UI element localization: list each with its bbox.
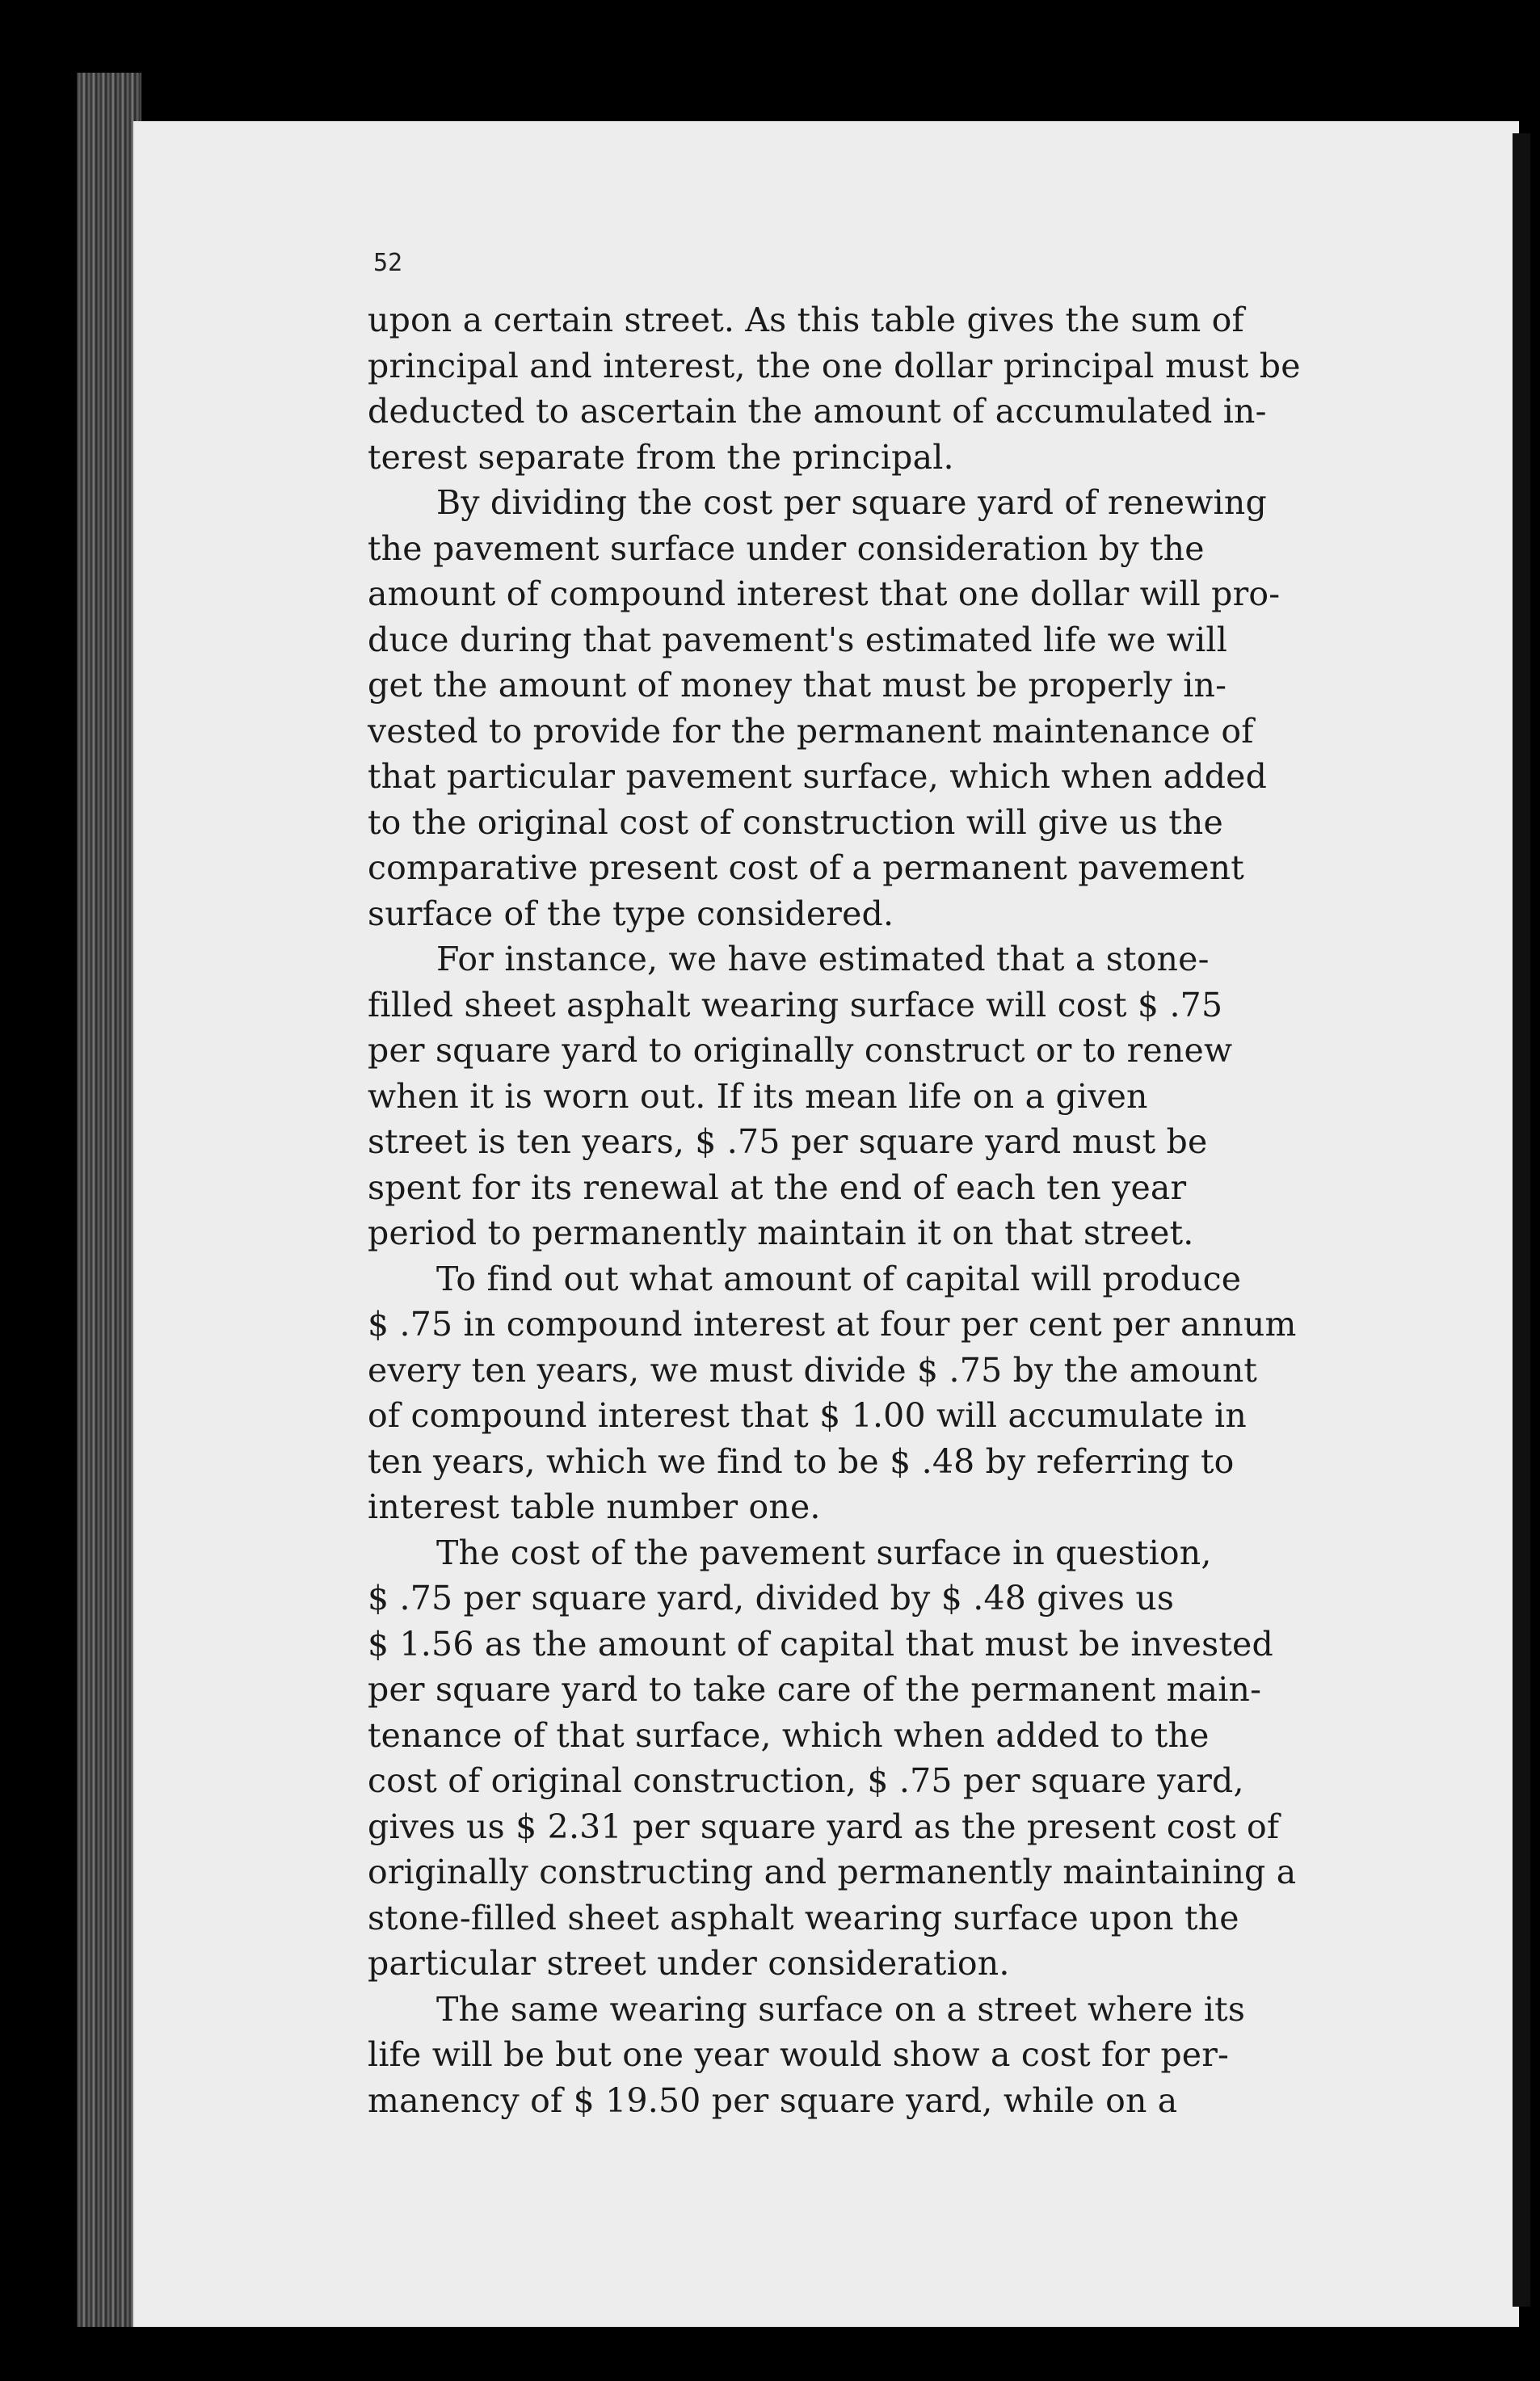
paragraph-5 (368, 1530, 1297, 1987)
paragraph-6 (368, 1987, 1281, 2124)
text-line: that particular pavement surface, which when added (368, 757, 1268, 796)
page-number: 52 (373, 249, 403, 277)
text-line: ten years, which we find to be $ .48 by referring to (368, 1441, 1235, 1481)
paragraph-2 (368, 480, 1281, 936)
text-line: stone-filled sheet asphalt wearing surface upon the (368, 1898, 1239, 1937)
text-line: life will be but one year would show a cost for per- (368, 2035, 1230, 2074)
text-line: every ten years, we must divide $ .75 by the amount (368, 1350, 1258, 1390)
paragraph-3 (368, 936, 1281, 1256)
text-line: when it is worn out. If its mean life on a given (368, 1076, 1148, 1116)
text-line: of compound interest that $ 1.00 will accumulate in (368, 1396, 1247, 1435)
text-line: gives us $ 2.31 per square yard as the present cost of (368, 1807, 1280, 1846)
text-line: $ .75 in compound interest at four per cent per annum (368, 1305, 1297, 1344)
text-line: amount of compound interest that one dollar will pro- (368, 574, 1281, 613)
text-line: spent for its renewal at the end of each ten year (368, 1167, 1187, 1207)
text-line: tenance of that surface, which when added to the (368, 1715, 1210, 1755)
text-line: duce during that pavement's estimated life we will (368, 620, 1228, 659)
page-right-edge (1513, 133, 1530, 2307)
text-line: originally constructing and permanently maintaining a (368, 1853, 1297, 1891)
text-line: For instance, we have estimated that a stone- (436, 940, 1210, 978)
text-line: period to permanently maintain it on that street. (368, 1214, 1194, 1252)
text-line: terest separate from the principal. (368, 437, 954, 477)
text-line: $ .75 per square yard, divided by $ .48 gives us (368, 1579, 1175, 1617)
text-line: principal and interest, the one dollar principal must be (368, 346, 1301, 385)
text-line: surface of the type considered. (368, 894, 894, 933)
text-line: $ 1.56 as the amount of capital that must be invested (368, 1624, 1273, 1664)
text-line: The same wearing surface on a street where its (436, 1989, 1246, 2029)
text-line: street is ten years, $ .75 per square yard must be (368, 1122, 1208, 1161)
text-line: filled sheet asphalt wearing surface will cost $ .75 (368, 985, 1223, 1024)
text-line: per square yard to take care of the permanent main- (368, 1670, 1262, 1709)
text-line: deducted to ascertain the amount of accumulated in- (368, 392, 1267, 431)
text-line: By dividing the cost per square yard of renewing (436, 483, 1267, 522)
text-line: to the original cost of construction will give us the (368, 802, 1223, 842)
text-line: the pavement surface under consideration by the (368, 528, 1205, 568)
text-line: particular street under consideration. (368, 1944, 1010, 1983)
text-line: To find out what amount of capital will produce (436, 1259, 1242, 1298)
text-line: upon a certain street. As this table gives the sum of (368, 301, 1244, 339)
text-line: comparative present cost of a permanent pavement (368, 848, 1244, 887)
text-line: vested to provide for the permanent maintenance of (368, 711, 1254, 751)
text-line: The cost of the pavement surface in question, (436, 1533, 1212, 1572)
text-line: per square yard to originally construct or to renew (368, 1031, 1233, 1070)
book-binding-edge (77, 73, 141, 2327)
text-line: manency of $ 19.50 per square yard, while on a (368, 2080, 1178, 2120)
body-text (368, 297, 1301, 2123)
text-line: get the amount of money that must be properly in- (368, 666, 1227, 705)
text-line: cost of original construction, $ .75 per square yard, (368, 1761, 1244, 1800)
paragraph-4 (368, 1256, 1297, 1530)
text-line: interest table number one. (368, 1487, 821, 1526)
paragraph-1 (368, 297, 1301, 480)
